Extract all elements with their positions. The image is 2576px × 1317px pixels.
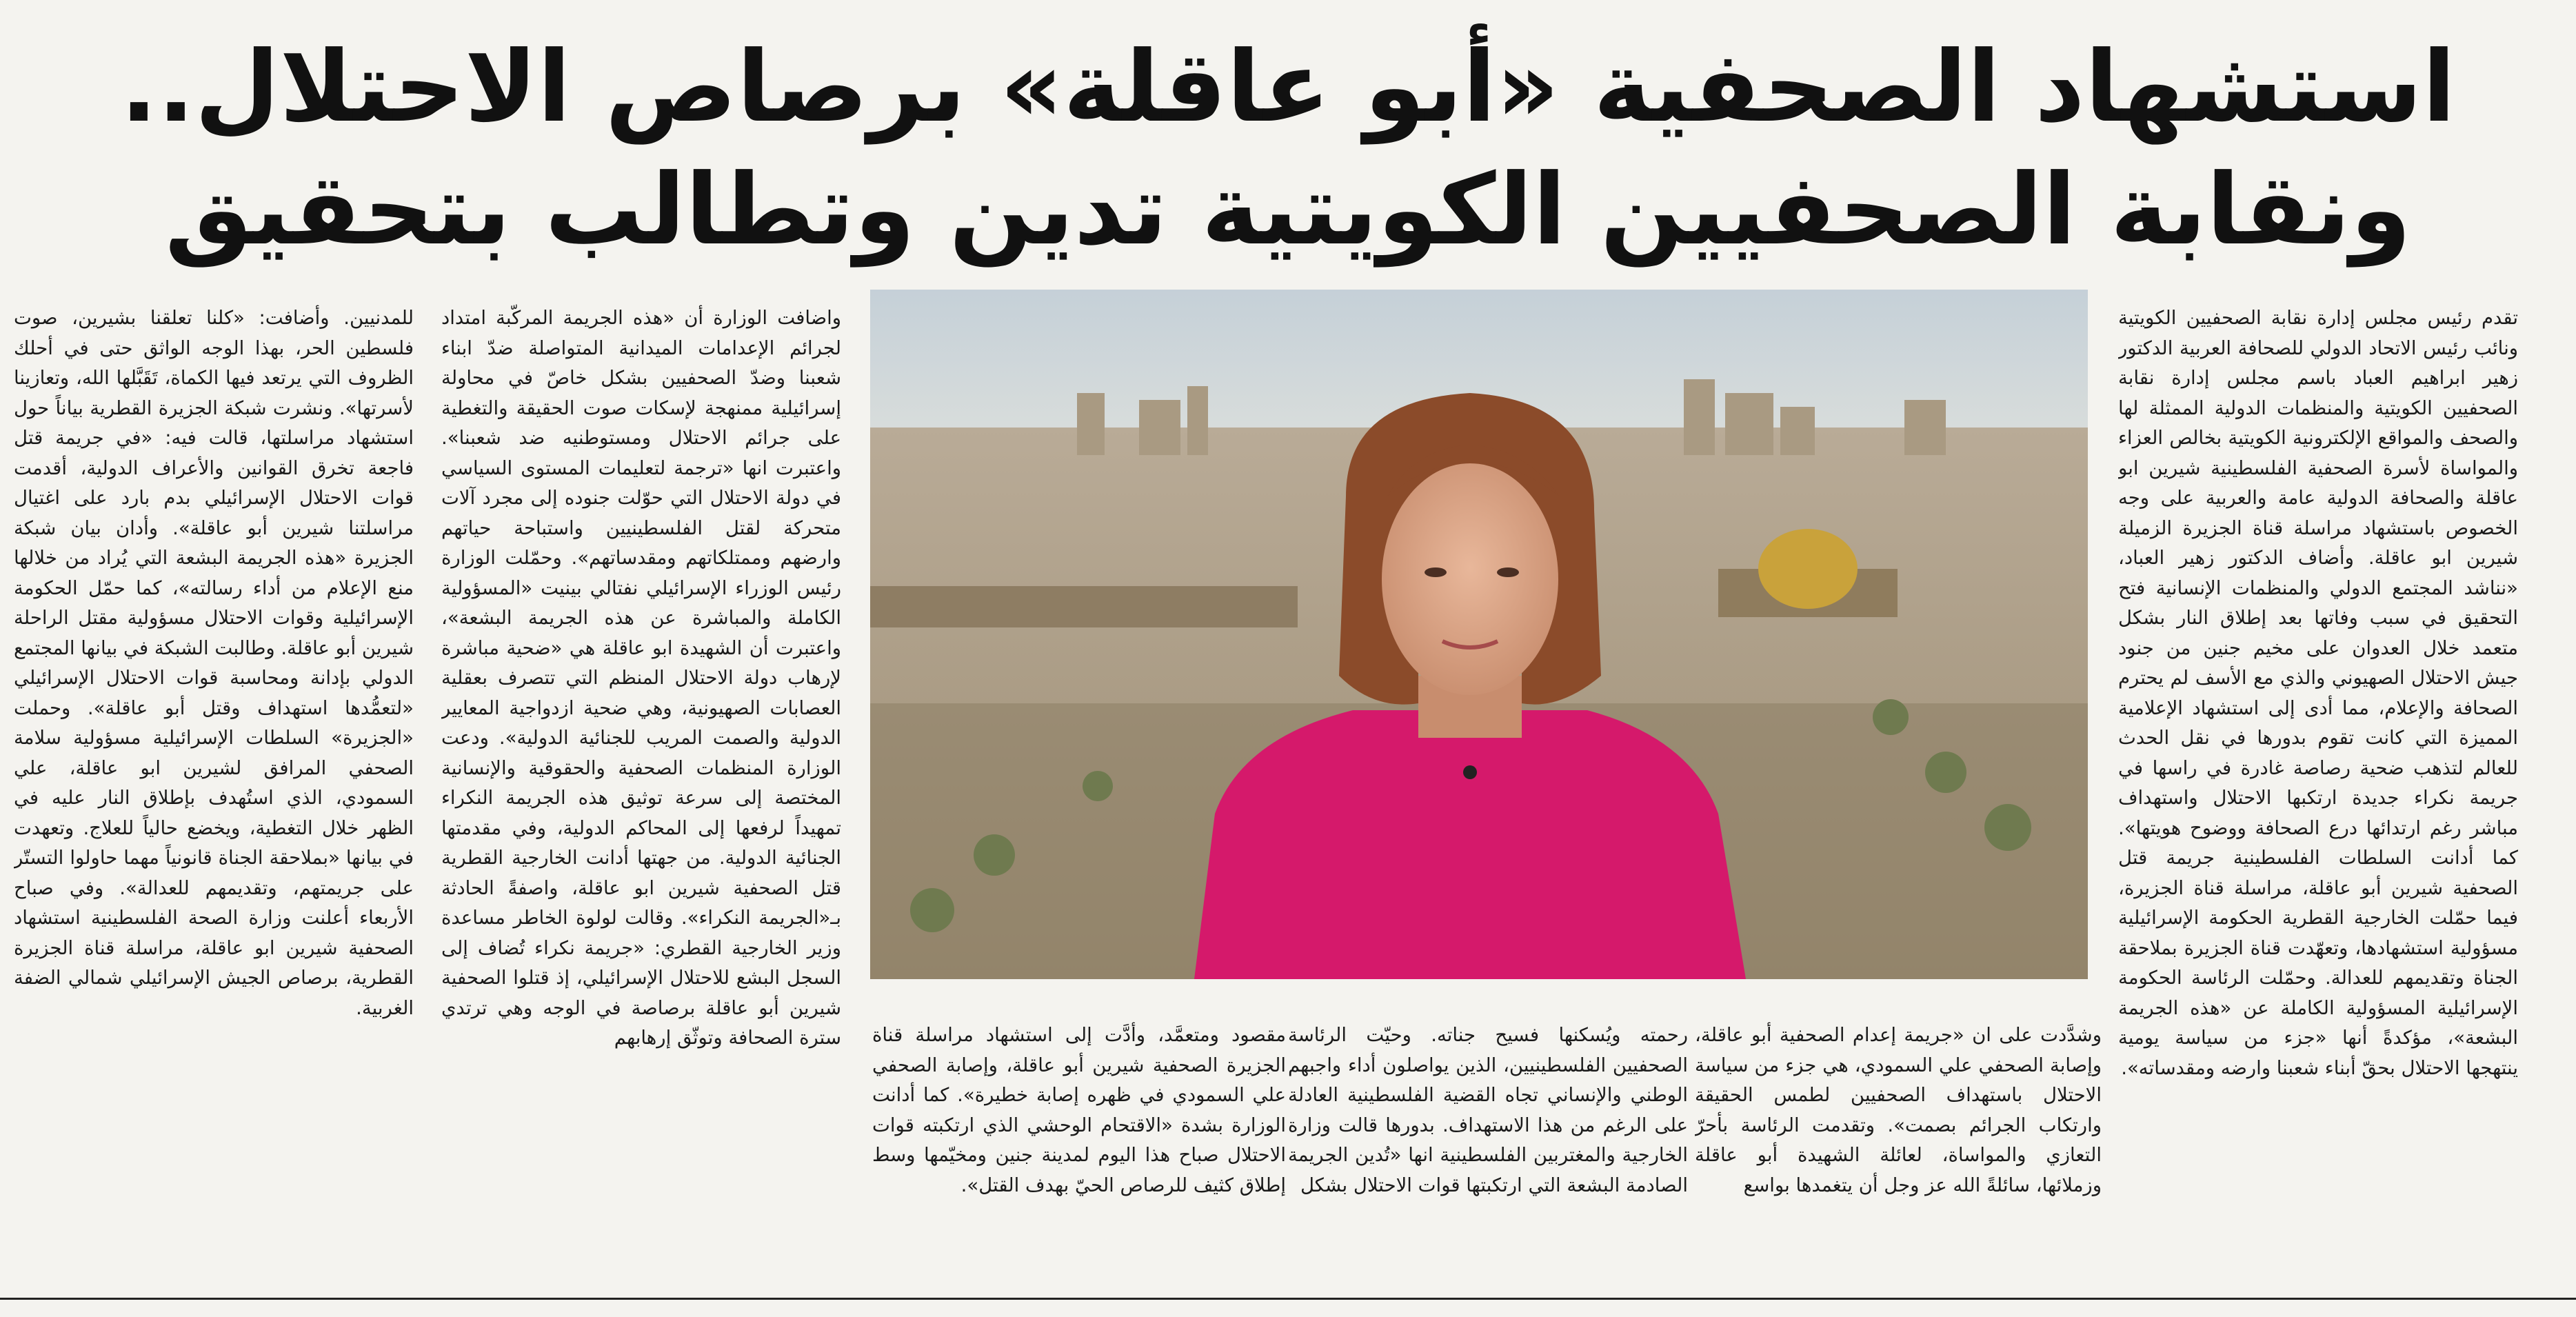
article-column-2	[872, 1021, 1286, 1289]
column-text: واضافت الوزارة أن «هذه الجريمة المركّبة امتداد لجرائم الإعدامات الميدانية المتواصلة ضدّ ابناء شعبنا وضدّ الصحفيين بشكل خاصّ في محاولة إسرائيلية ممنهجة لإسكات صوت الحقيقة والتغطية على جرائم الاحتلال ومستوطنيه ضد شعبنا». واعتبرت انها «ترجمة لتعليمات المستوى السياسي في دولة الاحتلال التي حوّلت جنوده إلى مجرد آلات متحركة لقتل الفلسطينيين واستباحة حياتهم وارضهم وممتلكاتهم ومقدساتهم». وحمّلت الوزارة رئيس الوزراء الإسرائيلي نفتالي بينيت «المسؤولية الكاملة والمباشرة عن هذه الجريمة البشعة»، واعتبرت أن الشهيدة ابو عاقلة هي «ضحية مباشرة لإرهاب دولة الاحتلال المنظم التي تتصرف بعقلية العصابات الصهيونية، وهي ضحية ازدواجية المعايير الدولية والصمت المريب للجنائية الدولية». ودعت الوزارة المنظمات الصحفية والحقوقية والإنسانية المختصة إلى سرعة توثيق هذه الجريمة النكراء تمهيداً لرفعها إلى المحاكم الدولية، وفي مقدمتها الجنائية الدولية. من جهتها أدانت الخارجية القطرية قتل الصحفية شيرين ابو عاقلة، واصفةً الحادثة بـ«الجريمة النكراء». وقالت لولوة الخاطر مساعدة وزير الخارجية القطري: «جريمة نكراء تُضاف إلى السجل البشع للاحتلال الإسرائيلي، إذ قتلوا الصحفية شيرين أبو عاقلة برصاصة في الوجه وهي ترتدي سترة الصحافة وتوثّق إرهابهم	[441, 307, 841, 1049]
left-eye	[1425, 567, 1447, 577]
golden-dome	[1758, 529, 1858, 609]
article-column-4	[1695, 1021, 2102, 1289]
city-wall	[870, 586, 1298, 627]
bottom-border	[0, 1298, 2576, 1317]
face	[1382, 463, 1558, 695]
headline: استشهاد الصحفية «أبو عاقلة» برصاص الاحتلال.. ونقابة الصحفيين الكويتية تدين وتطالب بتحقيق	[120, 30, 2456, 267]
column-text: وشدَّدت على ان «جريمة إعدام الصحفية أبو عاقلة، وإصابة الصحفي علي السمودي، هي جزء من سياسة الاحتلال باستهداف الصحفيين لطمس الحقيقة وارتكاب الجرائم بصمت». وتقدمت الرئاسة بأحرّ التعازي والمواساة، لعائلة الشهيدة أبو عاقلة وزملائها، سائلةً الله عز وجل أن يتغمدها بواسع	[1695, 1024, 2102, 1196]
microphone	[1463, 765, 1477, 779]
article-column-3	[1288, 1021, 1688, 1289]
article-column-1	[2118, 303, 2518, 1289]
column-text: تقدم رئيس مجلس إدارة نقابة الصحفيين الكويتية ونائب رئيس الاتحاد الدولي للصحافة العربية الدكتور زهير ابراهيم العباد باسم مجلس إدارة نقابة الصحفيين الكويتية والمنظمات الدولية الممثلة لها والصحف والمواقع الإلكترونية الكويتية بخالص العزاء والمواساة لأسرة الصحفية الفلسطينية شيرين ابو عاقلة والصحافة الدولية عامة والعربية على وجه الخصوص باستشهاد مراسلة قناة الجزيرة الزميلة شيرين ابو عاقلة. وأضاف الدكتور زهير العباد، «نناشد المجتمع الدولي والمنظمات الإنسانية فتح التحقيق في سبب وفاتها بعد إطلاق النار بشكل متعمد خلال العدوان على مخيم جنين من جنود جيش الاحتلال الصهيوني والذي مع الأسف لم يحترم الصحافة والإعلام، مما أدى إلى استشهاد الإعلامية المميزة التي كانت تقوم بدورها في نقل الحدث للعالم لتذهب ضحية رصاصة غادرة في راسها في جريمة نكراء جديدة ارتكبها الاحتلال واستهداف مباشر رغم ارتدائها درع الصحافة ووضوح هويتها». كما أدانت السلطات الفلسطينية جريمة قتل الصحفية شيرين أبو عاقلة، مراسلة قناة الجزيرة، فيما حمّلت الخارجية القطرية الحكومة الإسرائيلية مسؤولية استشهادها، وتعهّدت قناة الجزيرة بملاحقة الجناة وتقديمهم للعدالة. وحمّلت الرئاسة الحكومة الإسرائيلية المسؤولية الكاملة عن «هذه الجريمة البشعة»، مؤكدةً أنها «جزء من سياسة يومية ينتهجها الاحتلال بحقّ أبناء شعبنا وارضه ومقدساته».	[2118, 307, 2518, 1079]
column-text: رحمته ويُسكنها فسيح جناته. وحيّت الرئاسة الصحفيين الفلسطينيين، الذين يواصلون أداء واجبهم الوطني والإنساني تجاه القضية الفلسطينية العادلة على الرغم من هذا الاستهداف. بدورها قالت وزارة الخارجية والمغتربين الفلسطينية انها «تُدين الجريمة الصادمة البشعة التي ارتكبتها قوات الاحتلال بشكل	[1288, 1024, 1688, 1196]
article-column-6	[14, 303, 414, 1289]
right-eye	[1497, 567, 1519, 577]
photo-illustration	[870, 290, 2088, 979]
column-text: مقصود ومتعمَّد، وأدَّت إلى استشهاد مراسلة قناة الجزيرة الصحفية شيرين أبو عاقلة، وإصابة الصحفي علي السمودي في ظهره إصابة خطيرة». كما أدانت الوزارة بشدة «الاقتحام الوحشي الذي ارتكبته قوات الاحتلال صباح هذا اليوم لمدينة جنين ومخيّمها وسط إطلاق كثيف للرصاص الحيّ بهدف القتل».	[872, 1024, 1286, 1196]
column-text: للمدنيين. وأضافت: «كلنا تعلقنا بشيرين، صوت فلسطين الحر، بهذا الوجه الواثق حتى في أحلك الظروف التي يرتعد فيها الكماة، تَقَبَّلها الله، وتعازينا لأسرتها». ونشرت شبكة الجزيرة القطرية بياناً حول استشهاد مراسلتها، قالت فيه: «في جريمة قتل فاجعة تخرق القوانين والأعراف الدولية، أقدمت قوات الاحتلال الإسرائيلي بدم بارد على اغتيال مراسلتنا شيرين أبو عاقلة». وأدان بيان شبكة الجزيرة «هذه الجريمة البشعة التي يُراد من خلالها منع الإعلام من أداء رسالته»، كما حمّل الحكومة الإسرائيلية وقوات الاحتلال مسؤولية مقتل الراحلة شيرين أبو عاقلة. وطالبت الشبكة في بيانها المجتمع الدولي بإدانة ومحاسبة قوات الاحتلال الإسرائيلي «لتعمُّدها استهداف وقتل أبو عاقلة». وحملت «الجزيرة» السلطات الإسرائيلية مسؤولية سلامة الصحفي المرافق لشيرين ابو عاقلة، علي السمودي، الذي استُهدف بإطلاق النار عليه في الظهر خلال التغطية، ويخضع حالياً للعلاج. وتعهدت في بيانها «بملاحقة الجناة قانونياً مهما حاولوا التستّر على جريمتهم، وتقديمهم للعدالة». وفي صباح الأربعاء أعلنت وزارة الصحة الفلسطينية استشهاد الصحفية شيرين ابو عاقلة، مراسلة قناة الجزيرة القطرية، برصاص الجيش الإسرائيلي شمالي الضفة الغربية.	[14, 307, 414, 1019]
article-photo	[870, 290, 2088, 979]
article-column-5	[441, 303, 841, 1289]
pink-shirt	[1194, 710, 1746, 979]
